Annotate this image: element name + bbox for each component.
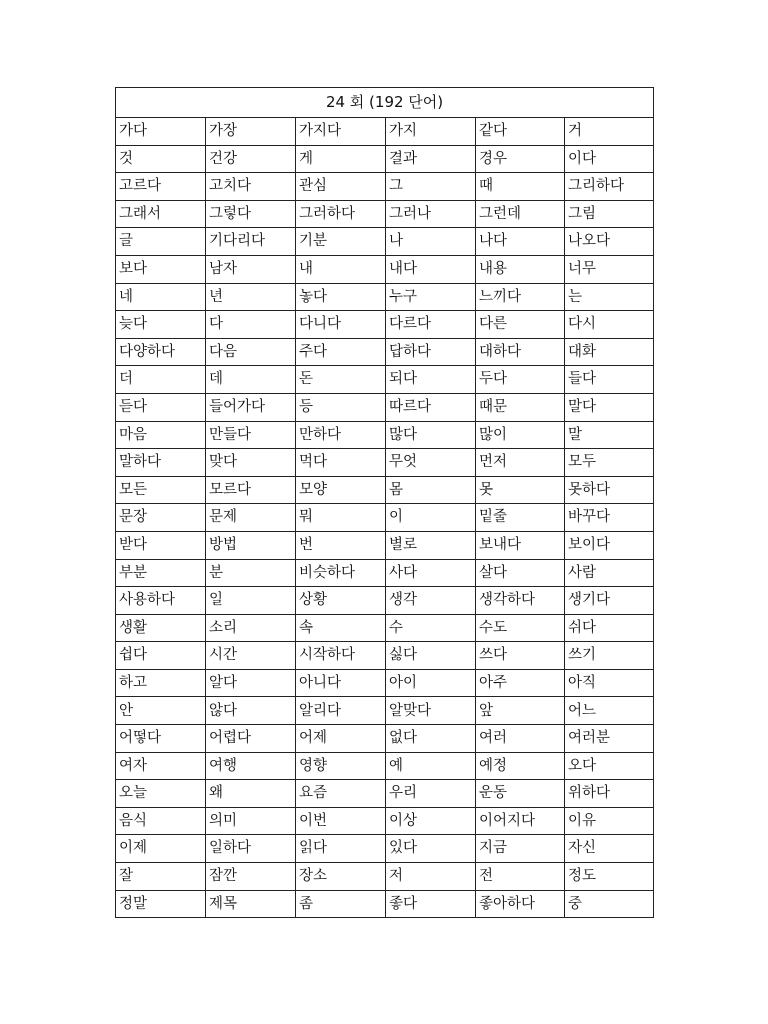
- word-cell: 나: [386, 228, 476, 256]
- word-cell: 이상: [386, 807, 476, 835]
- word-cell: 대화: [565, 338, 654, 366]
- word-cell: 저: [386, 863, 476, 891]
- word-cell: 안: [116, 697, 206, 725]
- word-cell: 사용하다: [116, 587, 206, 615]
- table-row: [116, 559, 654, 587]
- word-cell: 뭐: [296, 504, 386, 532]
- word-cell: 되다: [386, 366, 476, 394]
- table-row: [116, 118, 654, 146]
- word-cell: 수도: [476, 614, 565, 642]
- word-cell: 위하다: [565, 780, 654, 808]
- word-cell: 여러: [476, 725, 565, 753]
- word-cell: 예: [386, 752, 476, 780]
- table-row: [116, 807, 654, 835]
- table-row: [116, 228, 654, 256]
- word-cell: 여행: [206, 752, 296, 780]
- word-cell: 거: [565, 118, 654, 146]
- word-cell: 때: [476, 173, 565, 201]
- table-row: [116, 476, 654, 504]
- word-cell: 이번: [296, 807, 386, 835]
- table-row: [116, 752, 654, 780]
- word-cell: 어제: [296, 725, 386, 753]
- table-row: [116, 283, 654, 311]
- word-cell: 경우: [476, 145, 565, 173]
- word-cell: 아주: [476, 669, 565, 697]
- word-cell: 어렵다: [206, 725, 296, 753]
- word-cell: 말다: [565, 393, 654, 421]
- word-cell: 생각: [386, 587, 476, 615]
- table-row: [116, 725, 654, 753]
- word-cell: 이다: [565, 145, 654, 173]
- word-cell: 나오다: [565, 228, 654, 256]
- word-cell: 정말: [116, 890, 206, 918]
- table-row: [116, 780, 654, 808]
- word-cell: 부분: [116, 559, 206, 587]
- word-cell: 그림: [565, 200, 654, 228]
- word-cell: 건강: [206, 145, 296, 173]
- word-cell: 등: [296, 393, 386, 421]
- word-cell: 이어지다: [476, 807, 565, 835]
- word-cell: 소리: [206, 614, 296, 642]
- word-cell: 나다: [476, 228, 565, 256]
- table-row: [116, 890, 654, 918]
- word-cell: 느끼다: [476, 283, 565, 311]
- word-cell: 가지: [386, 118, 476, 146]
- word-cell: 만들다: [206, 421, 296, 449]
- word-cell: 방법: [206, 531, 296, 559]
- word-cell: 때문: [476, 393, 565, 421]
- word-cell: 오다: [565, 752, 654, 780]
- word-cell: 그리하다: [565, 173, 654, 201]
- word-cell: 분: [206, 559, 296, 587]
- table-row: [116, 669, 654, 697]
- table-row: [116, 642, 654, 670]
- word-cell: 관심: [296, 173, 386, 201]
- word-cell: 알리다: [296, 697, 386, 725]
- table-row: [116, 393, 654, 421]
- word-cell: 그런데: [476, 200, 565, 228]
- word-cell: 고르다: [116, 173, 206, 201]
- word-cell: 자신: [565, 835, 654, 863]
- word-cell: 내: [296, 255, 386, 283]
- word-cell: 요즘: [296, 780, 386, 808]
- word-cell: 바꾸다: [565, 504, 654, 532]
- word-cell: 장소: [296, 863, 386, 891]
- word-cell: 데: [206, 366, 296, 394]
- word-cell: 생기다: [565, 587, 654, 615]
- table-row: [116, 366, 654, 394]
- word-cell: 가지다: [296, 118, 386, 146]
- table-row: [116, 614, 654, 642]
- word-cell: 고치다: [206, 173, 296, 201]
- word-cell: 더: [116, 366, 206, 394]
- word-cell: 생활: [116, 614, 206, 642]
- word-cell: 아직: [565, 669, 654, 697]
- word-cell: 대하다: [476, 338, 565, 366]
- word-cell: 주다: [296, 338, 386, 366]
- word-cell: 잠깐: [206, 863, 296, 891]
- word-cell: 모두: [565, 449, 654, 477]
- word-cell: 년: [206, 283, 296, 311]
- word-cell: 좋아하다: [476, 890, 565, 918]
- word-cell: 좋다: [386, 890, 476, 918]
- word-cell: 앞: [476, 697, 565, 725]
- word-cell: 남자: [206, 255, 296, 283]
- word-cell: 다니다: [296, 311, 386, 339]
- word-cell: 네: [116, 283, 206, 311]
- word-cell: 마음: [116, 421, 206, 449]
- word-cell: 왜: [206, 780, 296, 808]
- word-cell: 문장: [116, 504, 206, 532]
- vocabulary-table-body: [116, 88, 654, 918]
- vocabulary-table: [115, 87, 654, 918]
- table-row: [116, 255, 654, 283]
- table-row: [116, 421, 654, 449]
- word-cell: 가다: [116, 118, 206, 146]
- word-cell: 놓다: [296, 283, 386, 311]
- word-cell: 그러하다: [296, 200, 386, 228]
- word-cell: 않다: [206, 697, 296, 725]
- word-cell: 기분: [296, 228, 386, 256]
- word-cell: 다르다: [386, 311, 476, 339]
- table-row: [116, 449, 654, 477]
- word-cell: 만하다: [296, 421, 386, 449]
- word-cell: 무엇: [386, 449, 476, 477]
- word-cell: 쉽다: [116, 642, 206, 670]
- word-cell: 받다: [116, 531, 206, 559]
- word-cell: 먹다: [296, 449, 386, 477]
- table-row: [116, 531, 654, 559]
- table-row: [116, 338, 654, 366]
- word-cell: 예정: [476, 752, 565, 780]
- word-cell: 돈: [296, 366, 386, 394]
- word-cell: 모양: [296, 476, 386, 504]
- table-title-row: [116, 88, 654, 118]
- table-row: [116, 145, 654, 173]
- word-cell: 제목: [206, 890, 296, 918]
- word-cell: 이: [386, 504, 476, 532]
- word-cell: 결과: [386, 145, 476, 173]
- word-cell: 이유: [565, 807, 654, 835]
- word-cell: 많다: [386, 421, 476, 449]
- word-cell: 너무: [565, 255, 654, 283]
- word-cell: 있다: [386, 835, 476, 863]
- word-cell: 알다: [206, 669, 296, 697]
- word-cell: 하고: [116, 669, 206, 697]
- word-cell: 싫다: [386, 642, 476, 670]
- word-cell: 못: [476, 476, 565, 504]
- word-cell: 것: [116, 145, 206, 173]
- word-cell: 다음: [206, 338, 296, 366]
- word-cell: 생각하다: [476, 587, 565, 615]
- word-cell: 문제: [206, 504, 296, 532]
- word-cell: 답하다: [386, 338, 476, 366]
- word-cell: 지금: [476, 835, 565, 863]
- word-cell: 말: [565, 421, 654, 449]
- table-row: [116, 311, 654, 339]
- word-cell: 좀: [296, 890, 386, 918]
- word-cell: 다: [206, 311, 296, 339]
- word-cell: 사람: [565, 559, 654, 587]
- word-cell: 아니다: [296, 669, 386, 697]
- table-title: 24 회 (192 단어): [116, 88, 654, 118]
- word-cell: 전: [476, 863, 565, 891]
- word-cell: 오늘: [116, 780, 206, 808]
- word-cell: 어느: [565, 697, 654, 725]
- word-cell: 쉬다: [565, 614, 654, 642]
- word-cell: 게: [296, 145, 386, 173]
- word-cell: 정도: [565, 863, 654, 891]
- word-cell: 별로: [386, 531, 476, 559]
- word-cell: 영향: [296, 752, 386, 780]
- word-cell: 음식: [116, 807, 206, 835]
- word-cell: 내용: [476, 255, 565, 283]
- word-cell: 여러분: [565, 725, 654, 753]
- word-cell: 많이: [476, 421, 565, 449]
- table-row: [116, 835, 654, 863]
- word-cell: 어떻다: [116, 725, 206, 753]
- word-cell: 보이다: [565, 531, 654, 559]
- word-cell: 상황: [296, 587, 386, 615]
- word-cell: 의미: [206, 807, 296, 835]
- word-cell: 잘: [116, 863, 206, 891]
- word-cell: 쓰기: [565, 642, 654, 670]
- word-cell: 그렇다: [206, 200, 296, 228]
- word-cell: 말하다: [116, 449, 206, 477]
- word-cell: 듣다: [116, 393, 206, 421]
- word-cell: 따르다: [386, 393, 476, 421]
- word-cell: 몸: [386, 476, 476, 504]
- word-cell: 그래서: [116, 200, 206, 228]
- word-cell: 일: [206, 587, 296, 615]
- word-cell: 보다: [116, 255, 206, 283]
- word-cell: 두다: [476, 366, 565, 394]
- word-cell: 비슷하다: [296, 559, 386, 587]
- word-cell: 늦다: [116, 311, 206, 339]
- word-cell: 읽다: [296, 835, 386, 863]
- word-cell: 모든: [116, 476, 206, 504]
- word-cell: 사다: [386, 559, 476, 587]
- word-cell: 누구: [386, 283, 476, 311]
- word-cell: 이제: [116, 835, 206, 863]
- word-cell: 일하다: [206, 835, 296, 863]
- word-cell: 못하다: [565, 476, 654, 504]
- word-cell: 알맞다: [386, 697, 476, 725]
- word-cell: 다양하다: [116, 338, 206, 366]
- word-cell: 모르다: [206, 476, 296, 504]
- word-cell: 그러나: [386, 200, 476, 228]
- word-cell: 여자: [116, 752, 206, 780]
- word-cell: 글: [116, 228, 206, 256]
- word-cell: 는: [565, 283, 654, 311]
- word-cell: 맞다: [206, 449, 296, 477]
- word-cell: 밑줄: [476, 504, 565, 532]
- word-cell: 들다: [565, 366, 654, 394]
- word-cell: 들어가다: [206, 393, 296, 421]
- word-cell: 우리: [386, 780, 476, 808]
- word-cell: 다시: [565, 311, 654, 339]
- word-cell: 속: [296, 614, 386, 642]
- table-row: [116, 863, 654, 891]
- word-cell: 그: [386, 173, 476, 201]
- table-row: [116, 504, 654, 532]
- word-cell: 없다: [386, 725, 476, 753]
- word-cell: 운동: [476, 780, 565, 808]
- word-cell: 살다: [476, 559, 565, 587]
- table-row: [116, 587, 654, 615]
- word-cell: 시간: [206, 642, 296, 670]
- word-cell: 먼저: [476, 449, 565, 477]
- word-cell: 중: [565, 890, 654, 918]
- word-cell: 쓰다: [476, 642, 565, 670]
- table-row: [116, 697, 654, 725]
- word-cell: 시작하다: [296, 642, 386, 670]
- word-cell: 내다: [386, 255, 476, 283]
- table-row: [116, 173, 654, 201]
- word-cell: 보내다: [476, 531, 565, 559]
- word-cell: 기다리다: [206, 228, 296, 256]
- word-cell: 가장: [206, 118, 296, 146]
- word-cell: 같다: [476, 118, 565, 146]
- word-cell: 아이: [386, 669, 476, 697]
- word-cell: 수: [386, 614, 476, 642]
- table-row: [116, 200, 654, 228]
- word-cell: 번: [296, 531, 386, 559]
- word-cell: 다른: [476, 311, 565, 339]
